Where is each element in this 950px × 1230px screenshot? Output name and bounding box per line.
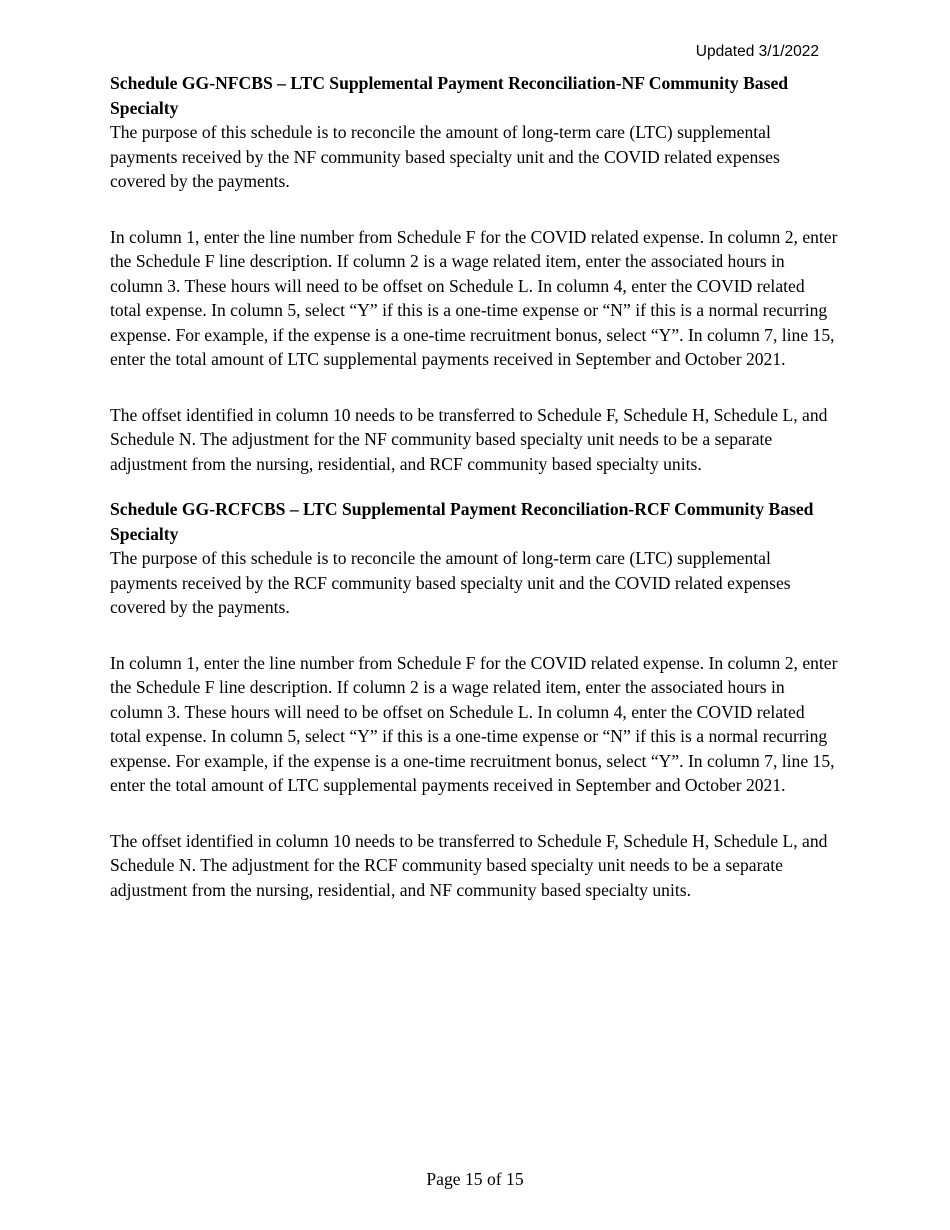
- paragraph: The purpose of this schedule is to reconcile the amount of long-term care (LTC) supplemental payments received by the RCF community based specialty unit and the COVID related expenses covered by the payments.: [110, 548, 791, 617]
- paragraph: The offset identified in column 10 needs to be transferred to Schedule F, Schedule H, Schedule L, and Schedule N. The adjustment for the NF community based specialty unit needs to be a separate adjustment from the nursing, residential, and RCF community based specialty units.: [110, 404, 828, 474]
- paragraph: The offset identified in column 10 needs to be transferred to Schedule F, Schedule H, Schedule L, and Schedule N. The adjustment for the RCF community based specialty unit needs to be a separate adjustment from the nursing, residential, and NF community based specialty units.: [110, 830, 828, 900]
- section-rcfcbs: [110, 497, 838, 902]
- document-body: [110, 71, 838, 933]
- section-heading: Schedule GG-RCFCBS – LTC Supplemental Payment Reconciliation-RCF Community Based Specialty: [110, 499, 814, 544]
- updated-date: Updated 3/1/2022: [695, 43, 819, 60]
- section-heading: Schedule GG-NFCBS – LTC Supplemental Payment Reconciliation-NF Community Based Specialty: [110, 73, 789, 118]
- page-number: Page 15 of 15: [426, 1169, 524, 1189]
- paragraph: In column 1, enter the line number from Schedule F for the COVID related expense. In column 2, enter the Schedule F line description. If column 2 is a wage related item, enter the associated hours in column 3. These hours will need to be offset on Schedule L. In column 4, enter the COVID related total expense. In column 5, select “Y” if this is a one-time expense or “N” if this is a normal recurring expense. For example, if the expense is a one-time recruitment bonus, select “Y”. In column 7, line 15, enter the total amount of LTC supplemental payments received in September and October 2021.: [110, 652, 838, 795]
- paragraph: In column 1, enter the line number from Schedule F for the COVID related expense. In column 2, enter the Schedule F line description. If column 2 is a wage related item, enter the associated hours in column 3. These hours will need to be offset on Schedule L. In column 4, enter the COVID related total expense. In column 5, select “Y” if this is a one-time expense or “N” if this is a normal recurring expense. For example, if the expense is a one-time recruitment bonus, select “Y”. In column 7, line 15, enter the total amount of LTC supplemental payments received in September and October 2021.: [110, 226, 838, 369]
- section-nfcbs: [110, 71, 838, 476]
- paragraph: The purpose of this schedule is to reconcile the amount of long-term care (LTC) supplemental payments received by the NF community based specialty unit and the COVID related expenses covered by the payments.: [110, 122, 780, 191]
